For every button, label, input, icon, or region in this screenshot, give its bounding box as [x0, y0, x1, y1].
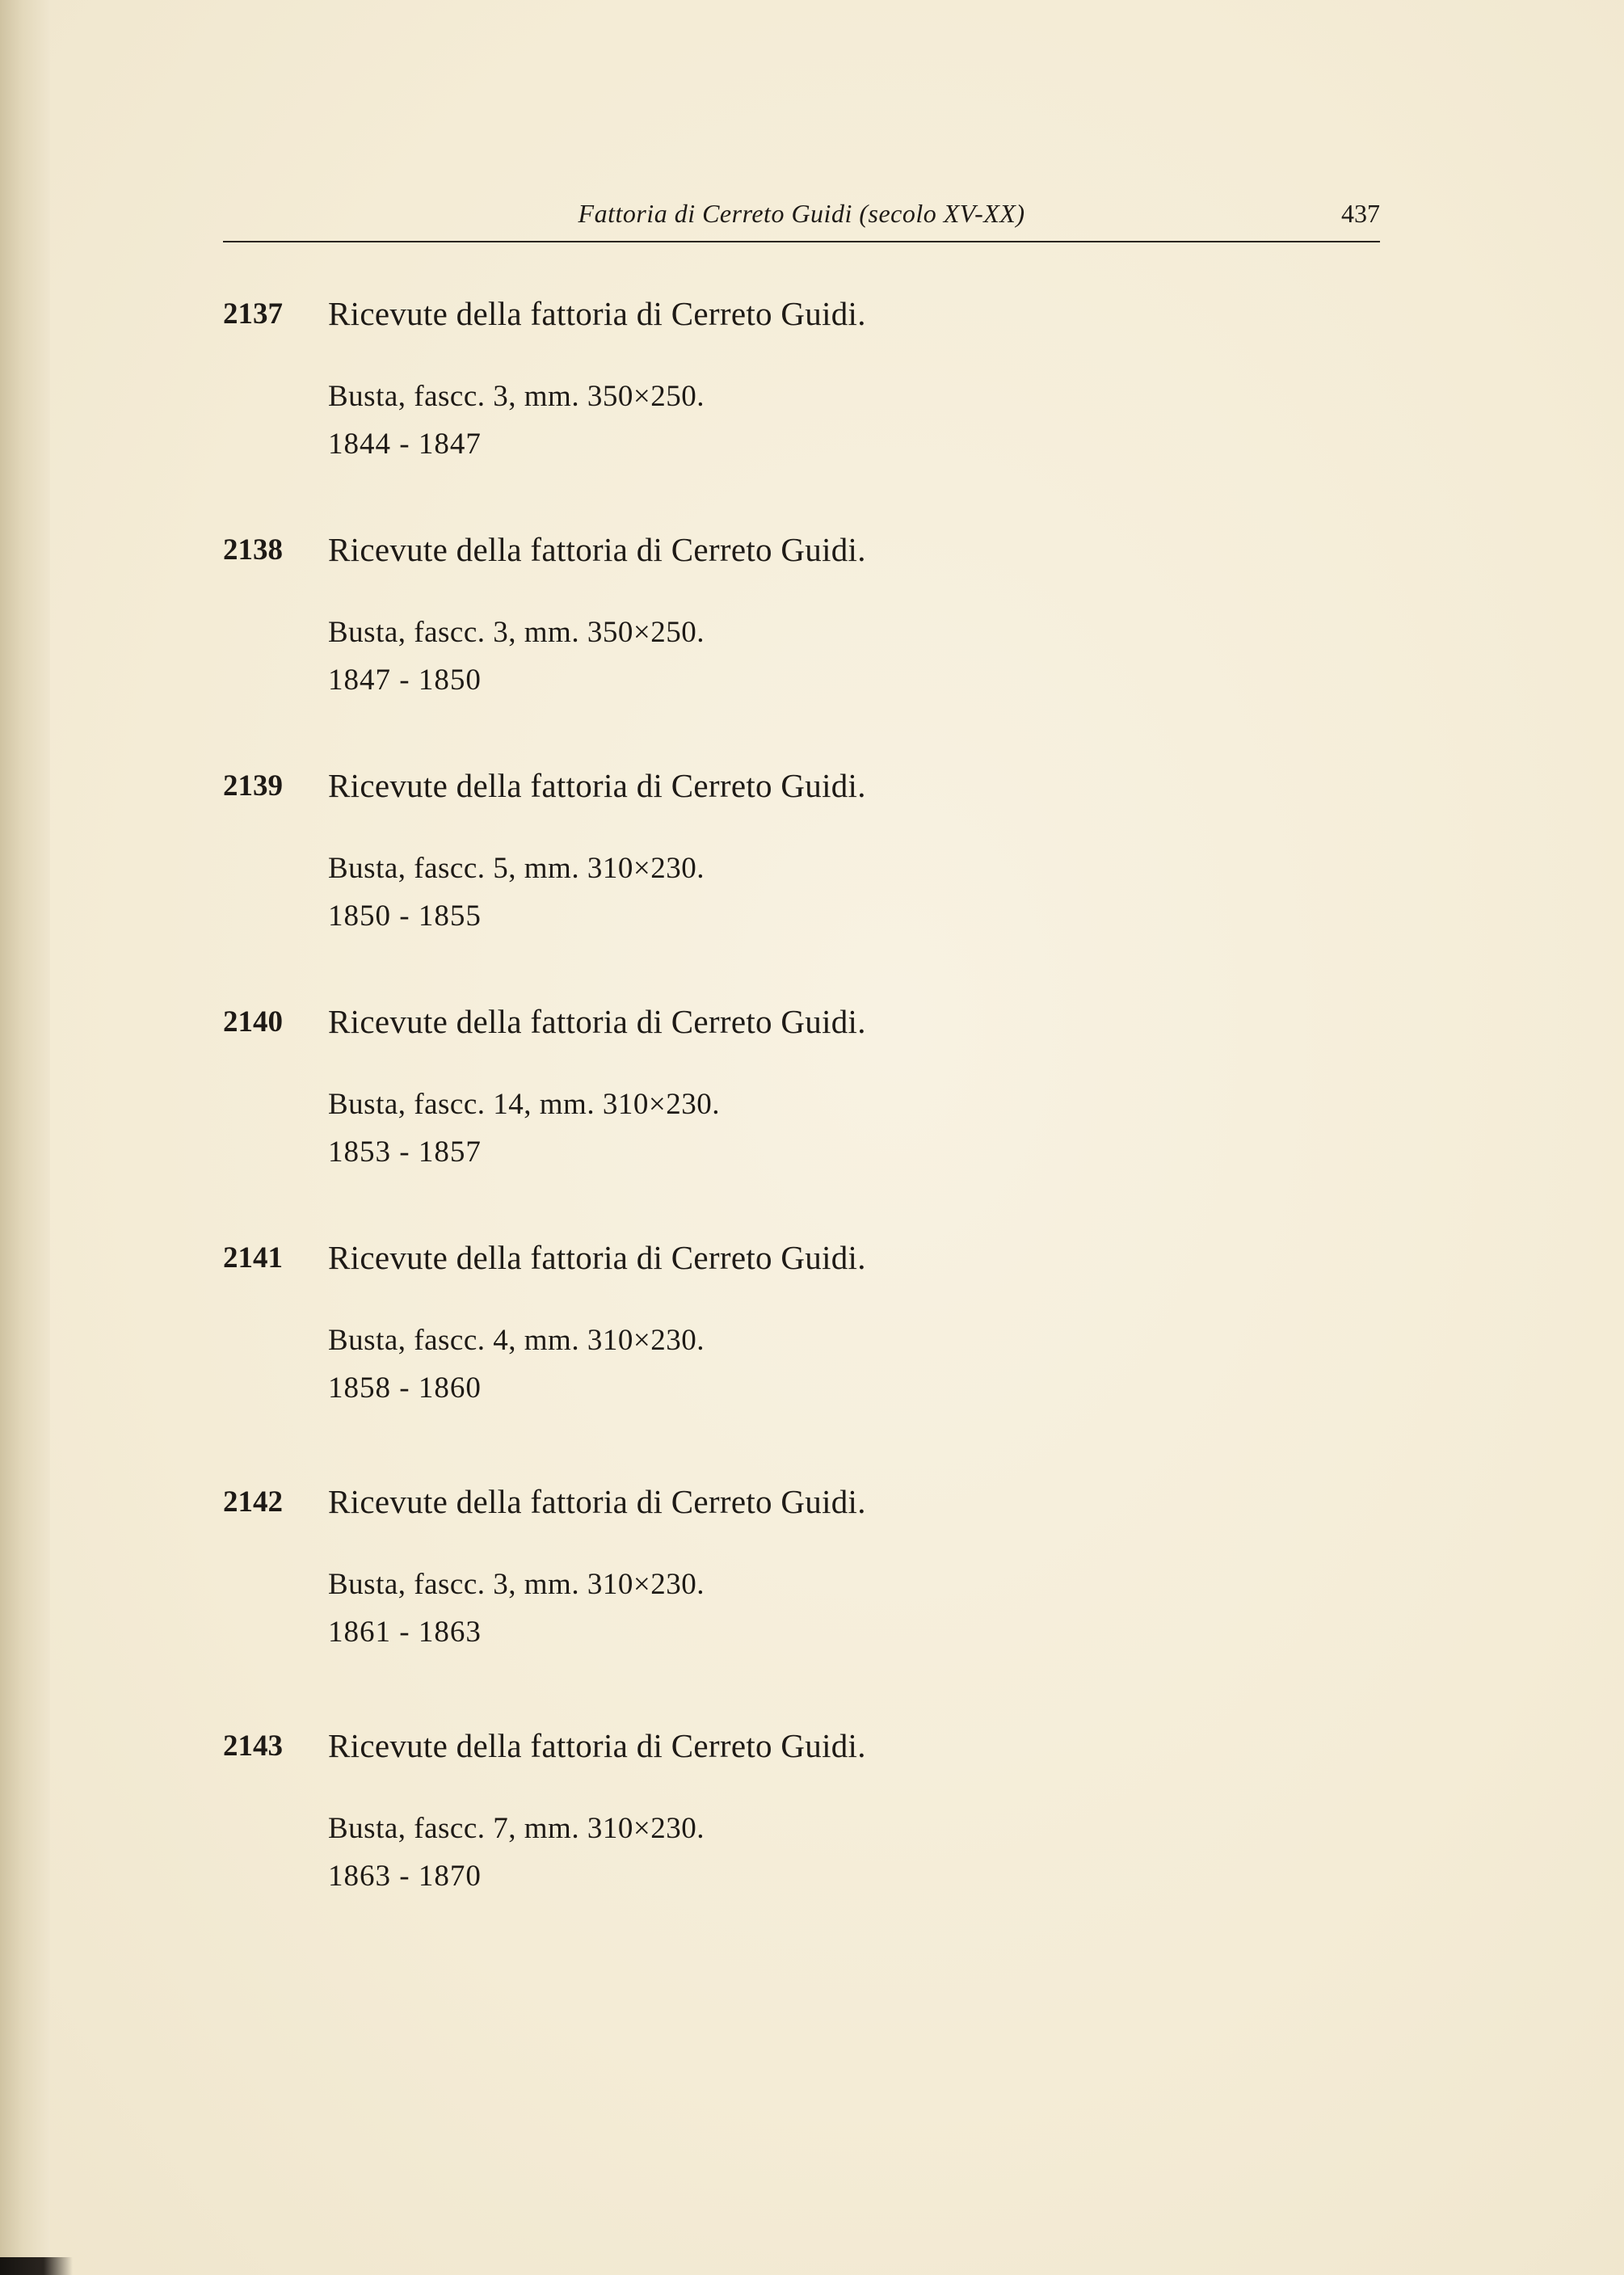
- entry-number: 2138: [223, 533, 283, 567]
- entry-description: Busta, fascc. 4, mm. 310×230.: [328, 1324, 705, 1357]
- entry-number: 2137: [223, 297, 283, 331]
- entry-dates: 1850 - 1855: [328, 899, 482, 933]
- entry-description: Busta, fascc. 3, mm. 310×230.: [328, 1568, 705, 1601]
- entry-dates: 1847 - 1850: [328, 664, 482, 697]
- catalog-entry: [223, 1483, 1380, 1681]
- entry-description: Busta, fascc. 3, mm. 350×250.: [328, 380, 705, 413]
- entry-title: Ricevute della fattoria di Cerreto Guidi.: [328, 1727, 866, 1764]
- entry-description: Busta, fascc. 14, mm. 310×230.: [328, 1088, 720, 1121]
- catalog-entry: [223, 1003, 1380, 1201]
- entry-number: 2141: [223, 1241, 283, 1274]
- entry-title: Ricevute della fattoria di Cerreto Guidi.: [328, 767, 866, 804]
- entry-description: Busta, fascc. 5, mm. 310×230.: [328, 852, 705, 885]
- page-corner-shadow: [0, 2257, 73, 2275]
- entry-dates: 1844 - 1847: [328, 428, 482, 461]
- entry-dates: 1858 - 1860: [328, 1371, 482, 1405]
- entry-description: Busta, fascc. 7, mm. 310×230.: [328, 1812, 705, 1845]
- entry-title: Ricevute della fattoria di Cerreto Guidi.: [328, 295, 866, 332]
- page-spine-shadow: [0, 0, 50, 2275]
- entry-dates: 1861 - 1863: [328, 1616, 482, 1649]
- entry-number: 2139: [223, 769, 283, 803]
- entry-title: Ricevute della fattoria di Cerreto Guidi.: [328, 1239, 866, 1276]
- entry-number: 2140: [223, 1005, 283, 1038]
- entry-title: Ricevute della fattoria di Cerreto Guidi.: [328, 1483, 866, 1520]
- entry-description: Busta, fascc. 3, mm. 350×250.: [328, 616, 705, 649]
- running-title: Fattoria di Cerreto Guidi (secolo XV-XX): [578, 199, 1025, 228]
- entry-number: 2142: [223, 1485, 283, 1519]
- running-header: [223, 196, 1380, 242]
- entry-title: Ricevute della fattoria di Cerreto Guidi.: [328, 1003, 866, 1040]
- entry-dates: 1853 - 1857: [328, 1135, 482, 1169]
- entry-dates: 1863 - 1870: [328, 1860, 482, 1893]
- catalog-entry: [223, 1239, 1380, 1437]
- catalog-entry: [223, 531, 1380, 729]
- entry-title: Ricevute della fattoria di Cerreto Guidi.: [328, 531, 866, 568]
- entry-number: 2143: [223, 1729, 283, 1763]
- page-number: 437: [1341, 199, 1380, 228]
- catalog-entry: [223, 767, 1380, 965]
- catalog-entry: [223, 1727, 1380, 1925]
- catalog-entry: [223, 295, 1380, 493]
